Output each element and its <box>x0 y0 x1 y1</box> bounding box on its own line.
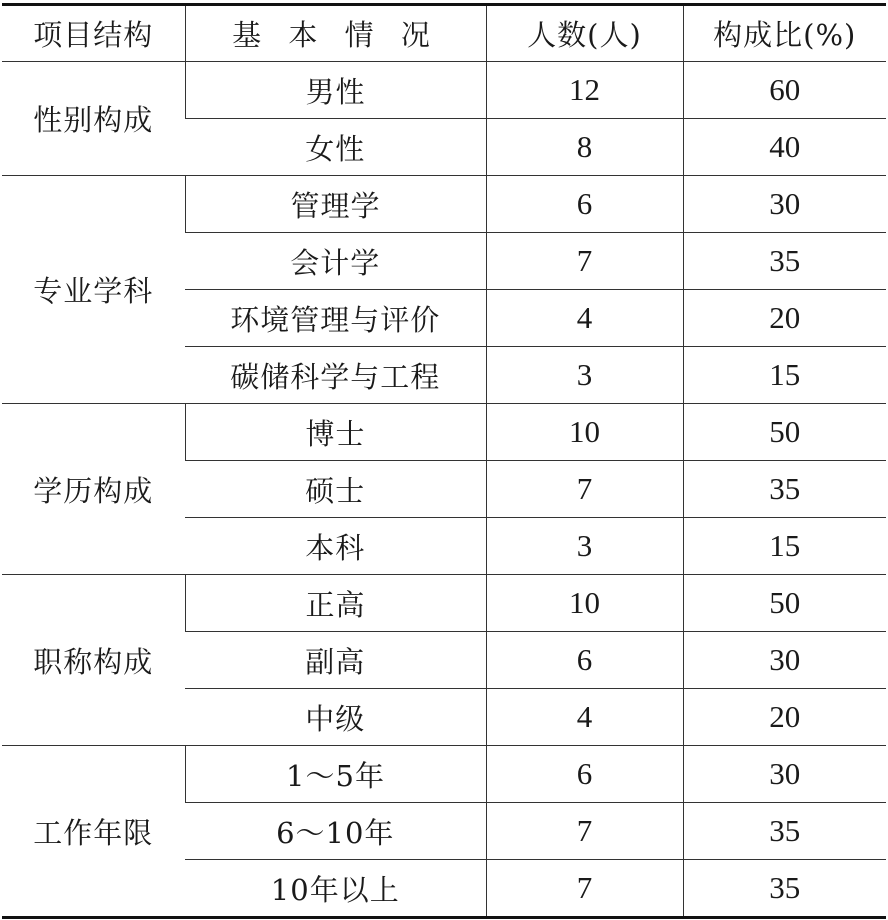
header-ratio: 构成比(%) <box>683 5 886 62</box>
ratio-cell: 50 <box>683 404 886 461</box>
table-row <box>2 404 886 461</box>
detail-cell: 碳储科学与工程 <box>185 347 486 404</box>
group-label: 职称构成 <box>2 575 185 746</box>
count-cell: 4 <box>486 689 683 746</box>
ratio-cell: 35 <box>683 233 886 290</box>
group-label: 学历构成 <box>2 404 185 575</box>
ratio-cell: 35 <box>683 461 886 518</box>
detail-cell: 10年以上 <box>185 860 486 918</box>
count-cell: 12 <box>486 62 683 119</box>
detail-cell: 女性 <box>185 119 486 176</box>
ratio-cell: 35 <box>683 803 886 860</box>
staff-composition-table <box>2 3 886 919</box>
header-category: 项目结构 <box>2 5 185 62</box>
count-cell: 7 <box>486 803 683 860</box>
detail-cell: 副高 <box>185 632 486 689</box>
ratio-cell: 15 <box>683 518 886 575</box>
count-cell: 6 <box>486 632 683 689</box>
header-row <box>2 5 886 62</box>
table-row <box>2 746 886 803</box>
ratio-cell: 60 <box>683 62 886 119</box>
ratio-cell: 15 <box>683 347 886 404</box>
detail-cell: 中级 <box>185 689 486 746</box>
count-cell: 6 <box>486 176 683 233</box>
table-header <box>2 5 886 62</box>
table-row <box>2 176 886 233</box>
detail-cell: 本科 <box>185 518 486 575</box>
ratio-cell: 20 <box>683 689 886 746</box>
detail-cell: 男性 <box>185 62 486 119</box>
count-cell: 4 <box>486 290 683 347</box>
detail-cell: 1～5年 <box>185 746 486 803</box>
ratio-cell: 40 <box>683 119 886 176</box>
count-cell: 7 <box>486 233 683 290</box>
group-label: 专业学科 <box>2 176 185 404</box>
count-cell: 10 <box>486 575 683 632</box>
table-body <box>2 62 886 918</box>
table-row <box>2 575 886 632</box>
ratio-cell: 50 <box>683 575 886 632</box>
detail-cell: 管理学 <box>185 176 486 233</box>
detail-cell: 博士 <box>185 404 486 461</box>
header-count: 人数(人) <box>486 5 683 62</box>
ratio-cell: 30 <box>683 632 886 689</box>
count-cell: 6 <box>486 746 683 803</box>
group-label: 工作年限 <box>2 746 185 918</box>
table-row <box>2 62 886 119</box>
count-cell: 8 <box>486 119 683 176</box>
detail-cell: 硕士 <box>185 461 486 518</box>
ratio-cell: 30 <box>683 746 886 803</box>
detail-cell: 环境管理与评价 <box>185 290 486 347</box>
header-detail: 基 本 情 况 <box>185 5 486 62</box>
detail-cell: 6～10年 <box>185 803 486 860</box>
ratio-cell: 20 <box>683 290 886 347</box>
count-cell: 10 <box>486 404 683 461</box>
count-cell: 3 <box>486 518 683 575</box>
group-label: 性别构成 <box>2 62 185 176</box>
detail-cell: 会计学 <box>185 233 486 290</box>
count-cell: 3 <box>486 347 683 404</box>
count-cell: 7 <box>486 461 683 518</box>
ratio-cell: 30 <box>683 176 886 233</box>
count-cell: 7 <box>486 860 683 918</box>
detail-cell: 正高 <box>185 575 486 632</box>
ratio-cell: 35 <box>683 860 886 918</box>
